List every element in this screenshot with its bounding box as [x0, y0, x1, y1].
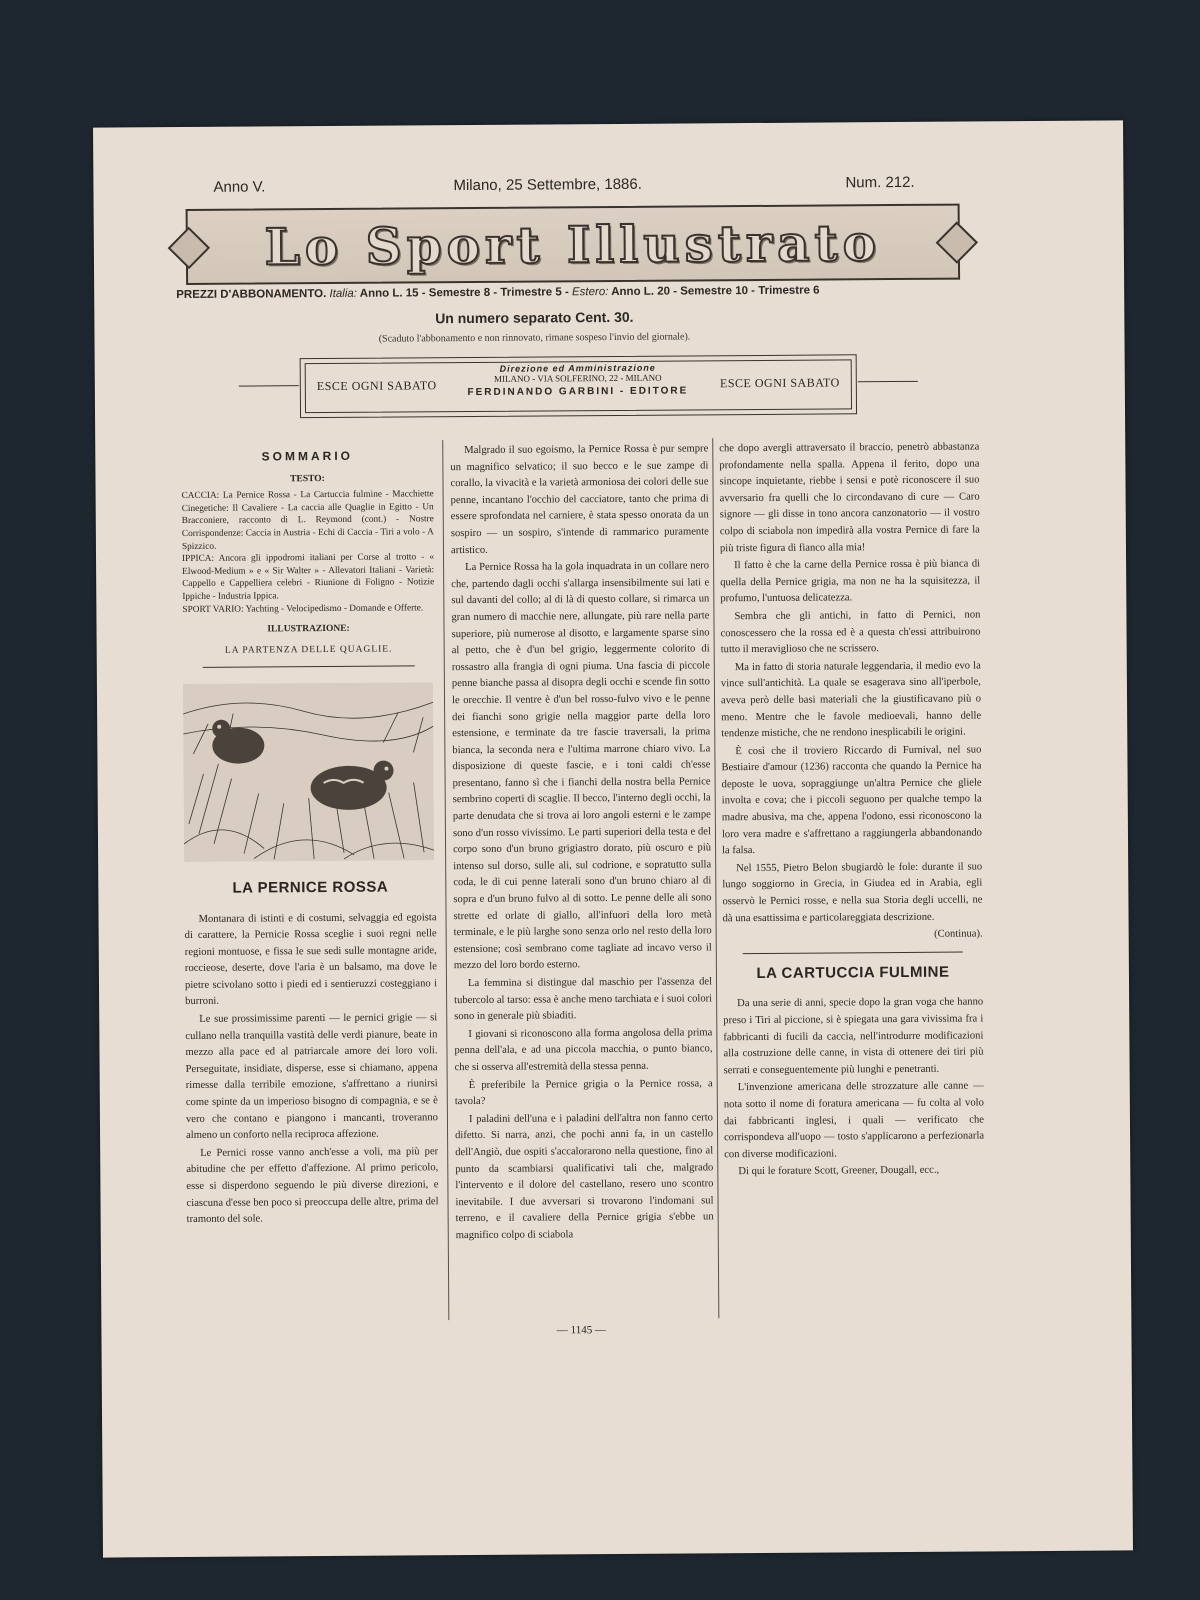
paragraph: che dopo avergli attraversato il braccio, penetrò abbastanza profondamente nella spalla. Appena il ferito, dopo una sincope inquietante, riebbe i sensi e potè riconoscere il suo avversario fra quelli che lo circondavano di cure — Caro signore — gli disse in tono ancora canzonatorio — il vostro colpo di sciabola non impedirà alla vostra Pernice di fare la più triste figura di fianco alla mia! [719, 441, 980, 554]
issue-number: Num. 212. [845, 173, 915, 192]
abroad-prices: Anno L. 20 - Semestre 10 - Trimestre 6 [611, 284, 820, 298]
article-title: LA CARTUCCIA FULMINE [756, 963, 950, 982]
paragraph: I paladini dell'una e i paladini dell'altra non fanno certo difetto. Si narra, anzi, che pochi anni fa, in un castello dell'Angiò, due ospiti s'accalorarono nella questione, fino al punto da scambiarsi qualificativi tali che, malgrado l'intervento e il dolore del castellano, resero uno scontro inevitabile. I due avversari si trovarono l'indomani sul terreno, e il cavaliere della Pernice grigia s'ebbe un magnifico colpo di sciabola [455, 1112, 714, 1242]
abroad-label: Estero: [571, 286, 609, 299]
issue-year: Anno V. [213, 178, 266, 196]
italy-label: Italia: [329, 287, 358, 300]
prices-label: PREZZI D'ABBONAMENTO. [176, 287, 327, 302]
masthead [186, 204, 961, 285]
paragraph: Malgrado il suo egoismo, la Pernice Rossa è pur sempre un magnifico selvatico; il suo becco e le sue zampe di corallo, la vivacità e la varietà armoniosa dei colori delle sue penne, incantano l'occhio del cacciatore, tanto che prima di essere sprofondata nel carniere, è stata spesso onorata da un sospiro — un sospiro, s'intende di rammarico puramente artistico. [450, 443, 709, 556]
paragraph: I giovani si riconoscono alla forma angolosa della prima penna dell'ala, e ad una piccola macchia, o punto bianco, che si osserva all'estremità della stessa penna. [454, 1027, 713, 1074]
text-label: TESTO: [290, 473, 325, 484]
banner-tail-right [858, 381, 918, 382]
ornamental-divider [203, 666, 415, 668]
paragraph: L'invenzione americana delle strozzature alle canne — nota sotto il nome di foratura americana — fu colta al volo dai fabbricanti inglesi, i quali — verificato che corrispondeva all'uopo — tosto s'applicarono a perfezionarla con diverse modificazioni. [723, 1080, 985, 1160]
page-number: — 1145 — [556, 1324, 607, 1337]
ornamental-divider [743, 951, 963, 954]
weekly-notice-left: ESCE OGNI SABATO [316, 378, 437, 394]
column-2 [450, 441, 714, 1245]
summary-caccia: CACCIA: La Pernice Rossa - La Cartuccia fulmine - Macchiette Cinegetiche: Il Cavaliere - La caccia alle Quaglie in Egitto - Un Bracconiere, racconto di L. Reymond (cont.) - Nostre Corrispondenze: Caccia in Austria - Echi di Caccia - Tiri a volo - A Spizzico. [181, 489, 434, 552]
weekly-notice-right: ESCE OGNI SABATO [719, 375, 840, 391]
column-3 [719, 439, 984, 1182]
publisher-editor: FERDINANDO GARBINI - EDITORE [467, 385, 689, 399]
summary-ippica: IPPICA: Ancora gli ippodromi italiani per Corse al trotto - « Elwood-Medium » e « Sir Walter » - Allevatori Italiani - Varietà: Cappello e Cappelliera celebri - Riunione di Foligno - Notizie Ippiche - Industria Ippica. [182, 552, 435, 602]
column-divider [442, 440, 449, 1320]
subscription-note: (Scaduto l'abbonamento e non rinnovato, rimane sospeso l'invio del giornale). [378, 331, 691, 345]
paragraph: Ma in fatto di storia naturale leggendaria, il medio evo la vince sull'antichità. La quale se esagerava sino all'iperbole, aveva però delle basi materiali che la giustificavano più o meno. Mentre che le favole medioevali, hanno delle tendenze mistiche, che ne rendono inesplicabili le origini. [720, 660, 982, 740]
paragraph: Il fatto è che la carne della Pernice rossa è più bianca di quella della Pernice grigia, ma non ne ha la squisitezza, il profumo, l'untuosa delicatezza. [720, 558, 981, 605]
paragraph: La femmina si distingue dal maschio per l'assenza del tubercolo al tarso: essa è anche meno tarchiata e i suoi colori sono in generale più sbiaditi. [454, 976, 713, 1023]
direction-label: Direzione ed Amministrazione [499, 362, 656, 374]
subscription-prices [176, 283, 1016, 301]
summary-sport-vario: SPORT VARIO: Yachting - Velocipedismo - Domande e Offerte. [182, 602, 424, 615]
summary-title: SOMMARIO [261, 448, 354, 464]
paragraph: Le Pernici rosse vanno anch'esse a voli, ma più per abitudine che per effetto d'affezione. Al primo pericolo, esse si disperdono seguendo le più diverse direzioni, e ciascuna d'esse ben poco si preoccupa delle altre, prima del tramonto del sole. [186, 1146, 439, 1226]
paragraph: È così che il troviero Riccardo di Furnival, nel suo Bestiaire d'amour (1236) racconta che quando la Pernice ha deposte le uova, sopraggiunge un'altra Pernice che gliele involta e cova; che i piccoli seguono per qualche tempo la madre abusiva, ma che, appena l'odono, essi riconoscono la loro vera madre e s'affrettano a raggiungerla abbandonando la falsa. [721, 744, 983, 857]
newspaper-title: Lo Sport Illustrato [264, 212, 882, 276]
ornament-left-icon [168, 227, 210, 269]
publisher-info [463, 362, 693, 398]
ornament-right-icon [936, 221, 978, 263]
italy-prices: Anno L. 15 - Semestre 8 - Trimestre 5 - [359, 286, 569, 300]
single-issue-price: Un numero separato Cent. 30. [435, 308, 634, 327]
summary-list [182, 488, 435, 616]
paragraph: È preferibile la Pernice grigia o la Pernice rossa, a tavola? [454, 1077, 713, 1108]
paragraph: Da una serie di anni, specie dopo la gran voga che hanno preso i Tiri al piccione, si è spiegata una gara vivissima fra i fabbricanti di fucili da caccia, nell'introdurre modificazioni alla costruzione delle canne, in vista di ottenere dei tiri più serrati e conseguentemente più lunghi e penetranti. [723, 996, 984, 1077]
illustration-caption: LA PARTENZA DELLE QUAGLIE. [224, 644, 393, 656]
paragraph: Sembra che gli antichi, in fatto di Pernici, non conoscessero che la rossa ed è a questa ch'essi attribuirono tutto il meraviglioso che ne scrissero. [720, 609, 981, 656]
paragraph: Nel 1555, Pietro Belon sbugiardò le fole: durante il suo lungo soggiorno in Grecia, in Giudea ed in Arabia, egli osservò le Pernici rosse, e nella sua Storia degli uccelli, ne dà una esattissima e particolareggiata descrizione. [722, 861, 983, 924]
article-title: LA PERNICE ROSSA [232, 878, 389, 897]
column-1 [181, 443, 438, 1230]
paragraph: Di qui le forature Scott, Greener, Dougall, ecc., [738, 1165, 940, 1178]
paragraph: Le sue prossimissime parenti — le pernici grigie — si cullano nella tranquilla vastità delle verdi pianure, beate in mezzo alla pace ed al patriarcale amore dei loro voli. Perseguitate, insidiate, disperse, esse si chiamano, appena rimesse dalla terribile emozione, s'affrettano a riunirsi come spinte da un imperioso bisogno di compagnia, e se è vero che contano e piangono i mancanti, troveranno almeno un conforto nella reciproca affezione. [185, 1012, 438, 1142]
paragraph: La Pernice Rossa ha la gola inquadrata in un collare nero che, partendo dagli occhi s'allarga insensibilmente sui lati e sul davanti del collo; al di là di questo collare, si rimarca un gran numero di macchie nere, allungate, più rare nella parte superiore, più numerose al disotto, e largamente sparse sino al petto, che è d'un bel grigio, leggermente colorito di rossastro alla frangia di ogni piuma. Una fascia di piccole penne bianche passa al disopra degli occhi e scende fin sotto le orecchie. Il ventre è d'un bel rosso-fulvo vivo e le penne dei fianchi sono grigie nella maggior parte della loro estensione, e terminate da tre fascie traversali, la prima bianca, la seconda nera e l'ultima marrone chiaro vivo. La disposizione di queste fascie, e i toni caldi ch'esse presentano, fanno sì che i fianchi della nostra bella Pernice sembrino coperti di scaglie. Il becco, l'interno degli occhi, la parte denudata che si trova ai loro angoli esterni e le zampe sono d'un rosso vivissimo. Le parti superiori della testa e del corpo sono d'un bruno grigiastro dorato, più oscuro e più intenso sul dorso, sulle ali, sul codrione, e sopratutto sulla coda, le di cui penne laterali sono d'un bruno chiaro al di sopra e d'un bruno fulvo al di sotto. Le penne delle ali sono strette ed orlate di giallo, all'infuori della loro metà terminale, e le più larghe sono senza orlo nel resto della loro estensione; così sembrano come tagliate ad incavo verso il mezzo del loro bordo esterno. [451, 560, 712, 972]
publication-banner [300, 354, 857, 418]
publisher-address: MILANO - VIA SOLFERINO, 22 - MILANO [493, 372, 662, 384]
illustration-label: ILLUSTRAZIONE: [267, 623, 350, 635]
banner-tail-left [239, 385, 299, 386]
continued-note: (Continua). [934, 928, 983, 940]
partridges-engraving-icon [183, 683, 434, 863]
issue-date: Milano, 25 Settembre, 1886. [453, 175, 642, 195]
newspaper-page [93, 120, 1133, 1557]
paragraph: Montanara di istinti e di costumi, selvaggia ed egoista di carattere, la Pernicie Rossa sceglie i suoi regni nelle regioni montuose, e fissa le sue sedi sulle montagne aride, roccieose, deserte, dove l'aria è un balsamo, ma dove le pietre scivolano sotto i piedi ed i sentieruzzi costeggiano i burroni. [184, 911, 438, 1008]
